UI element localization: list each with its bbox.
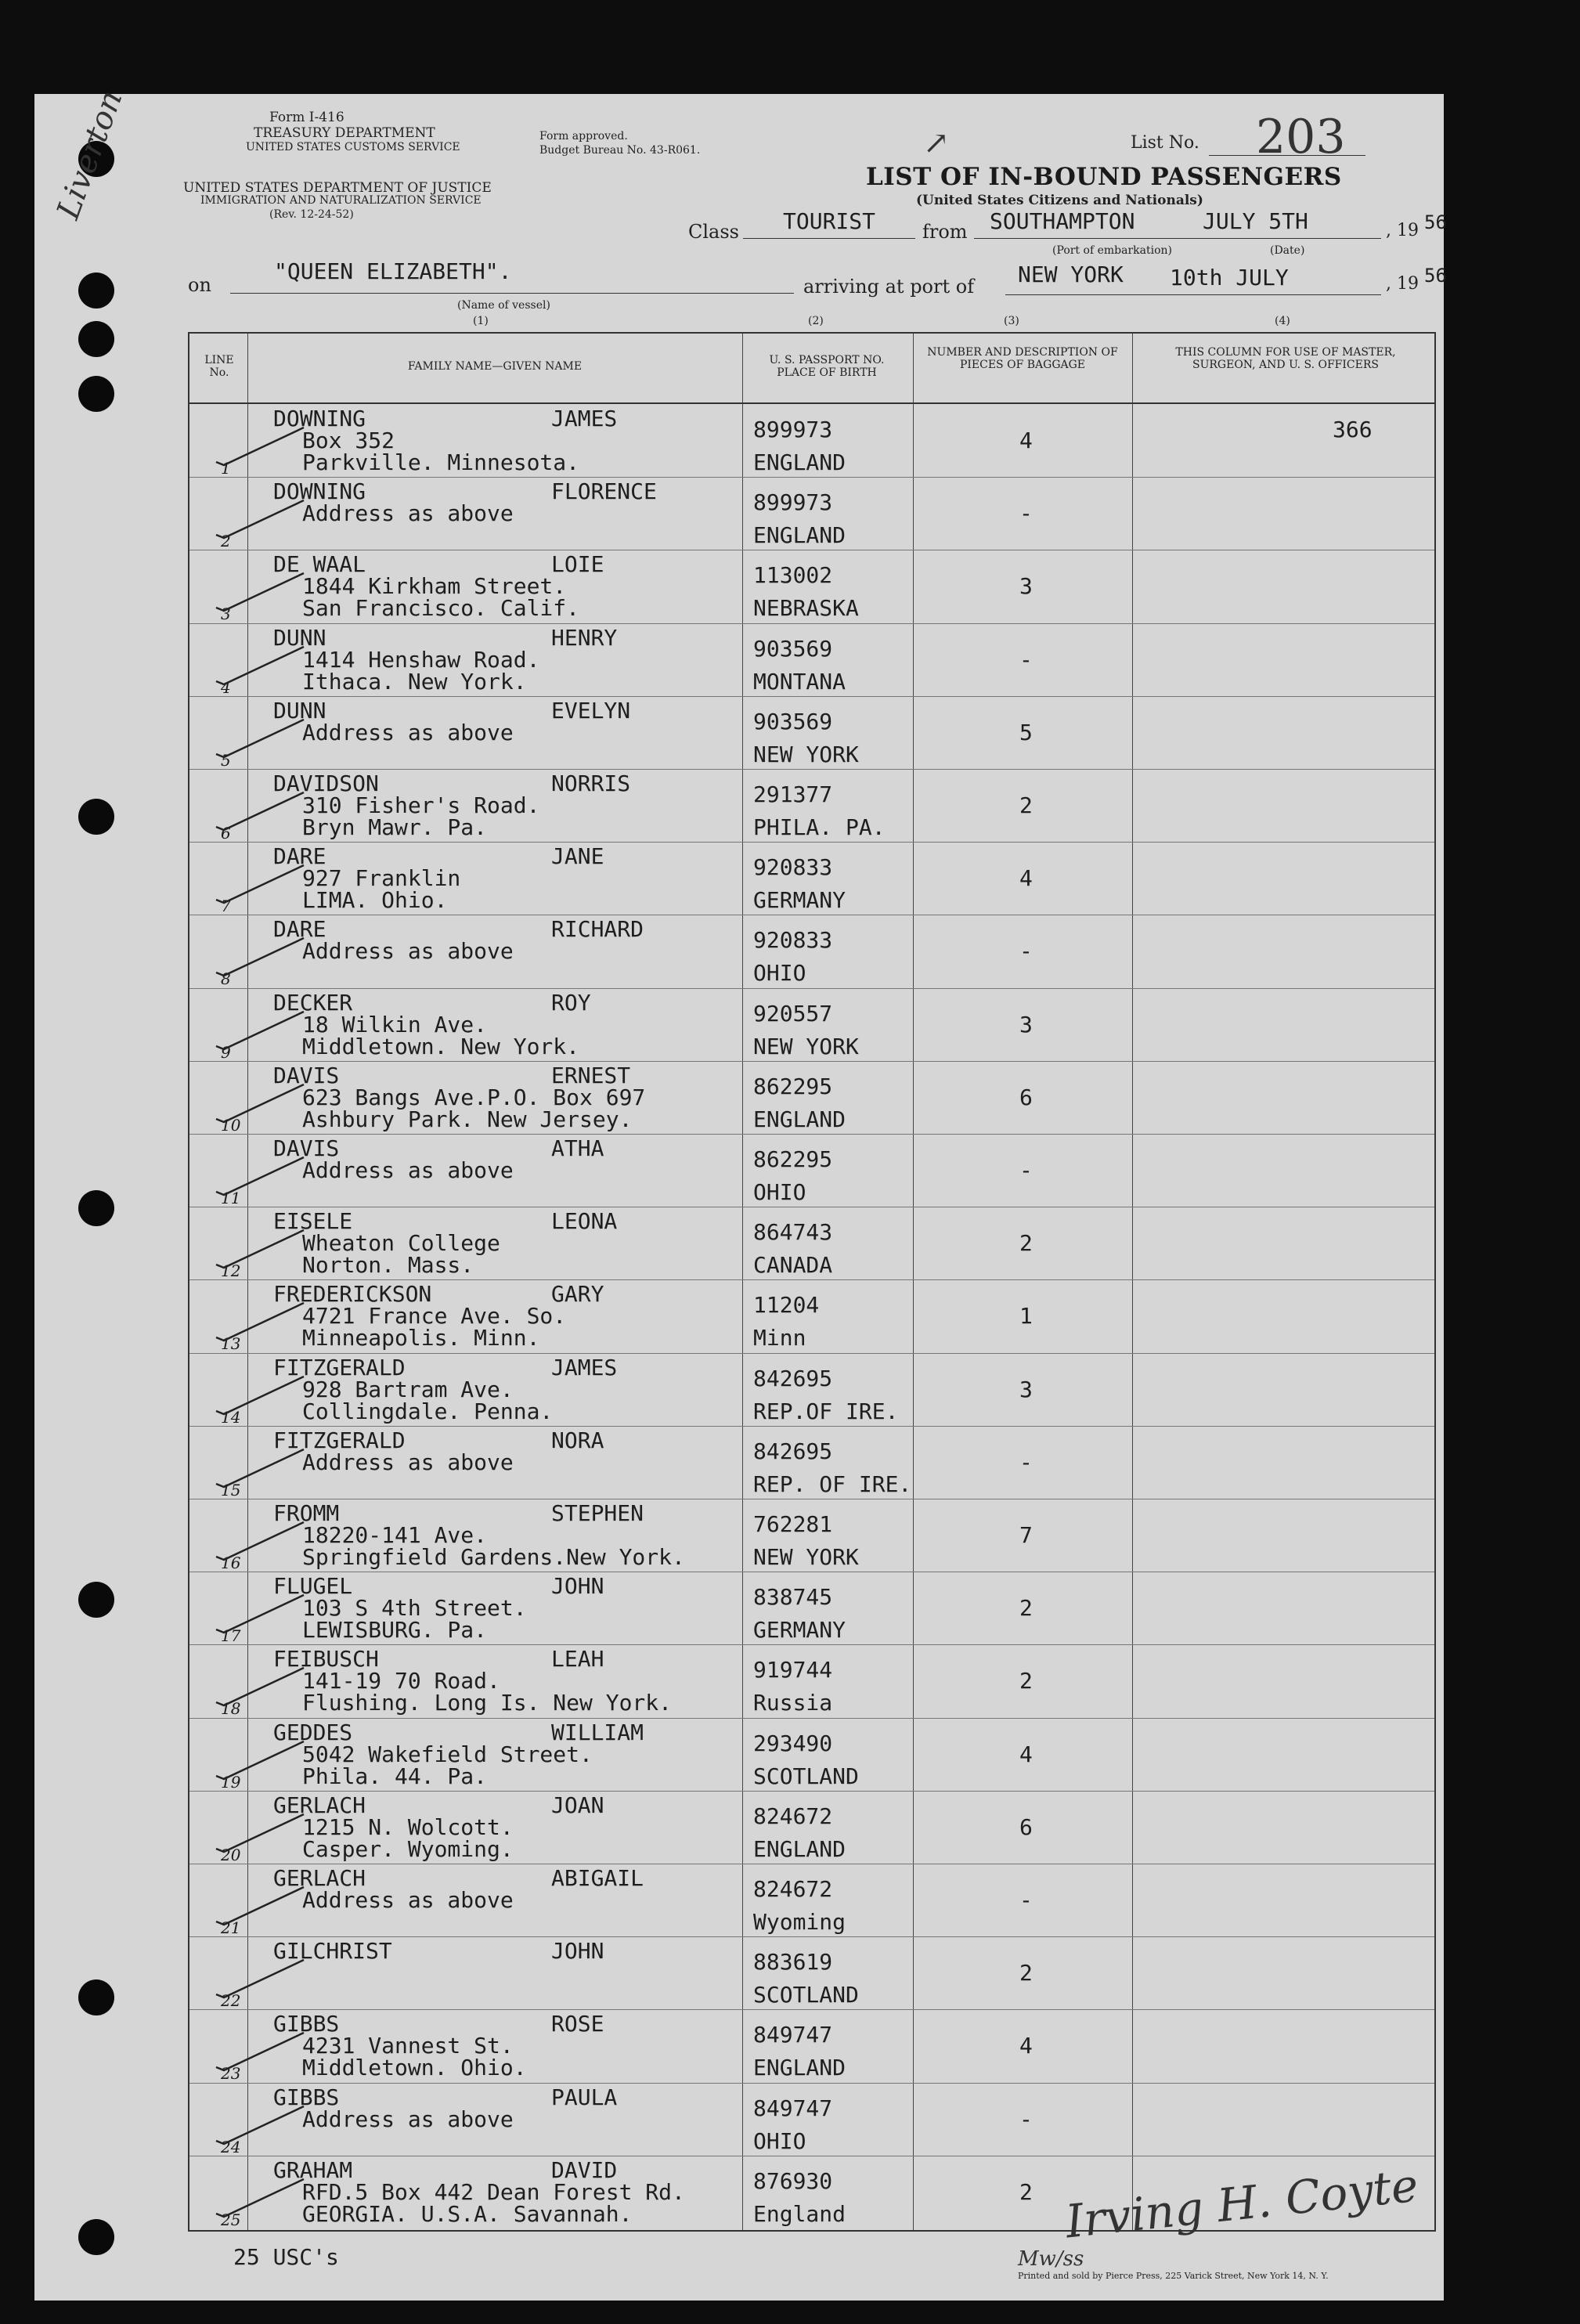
date-label: (Date) bbox=[1270, 244, 1305, 257]
given-name: LEONA bbox=[551, 1208, 618, 1235]
address-line-2: LEWISBURG. Pa. bbox=[302, 1617, 488, 1644]
family-name: DARE bbox=[273, 843, 326, 870]
given-name: LOIE bbox=[551, 551, 604, 578]
baggage-count: 2 bbox=[1019, 792, 1033, 818]
address-line-1: Box 352 bbox=[302, 428, 395, 453]
given-name: JOAN bbox=[551, 1792, 604, 1818]
punch-hole bbox=[78, 1582, 114, 1618]
given-name: DAVID bbox=[551, 2156, 618, 2183]
given-name: FLORENCE bbox=[551, 478, 657, 505]
given-name: NORA bbox=[551, 1427, 604, 1453]
family-name: DAVIS bbox=[273, 1135, 340, 1161]
line-number: 7 bbox=[221, 897, 231, 916]
given-name: ROSE bbox=[551, 2011, 604, 2037]
passport-number: 849747 bbox=[753, 2095, 833, 2121]
address-line-2: Norton. Mass. bbox=[302, 1252, 474, 1279]
punch-hole bbox=[78, 321, 114, 357]
form-subtitle: (United States Citizens and Nationals) bbox=[916, 193, 1203, 208]
address-line-2: Middletown. Ohio. bbox=[302, 2055, 527, 2081]
margin-note: Liverton bbox=[50, 85, 130, 224]
table-row bbox=[189, 2009, 1434, 2082]
table-row bbox=[189, 404, 1434, 477]
check-mark-icon bbox=[213, 568, 307, 612]
place-of-birth: OHIO bbox=[753, 1179, 806, 1205]
table-row bbox=[189, 1791, 1434, 1864]
col-header-passport: U. S. PASSPORT NO. PLACE OF BIRTH bbox=[769, 354, 885, 379]
check-mark-icon bbox=[213, 1298, 307, 1342]
address-line-2: Bryn Mawr. Pa. bbox=[302, 814, 488, 840]
line-number: 16 bbox=[221, 1554, 241, 1572]
given-name: LEAH bbox=[551, 1646, 604, 1673]
passport-number: 920833 bbox=[753, 854, 833, 881]
line-number: 4 bbox=[221, 677, 231, 697]
vessel-label: (Name of vessel) bbox=[457, 299, 550, 312]
check-mark-icon bbox=[213, 861, 307, 904]
place-of-birth: SCOTLAND bbox=[753, 1982, 859, 2008]
check-mark-icon bbox=[213, 1080, 307, 1124]
given-name: NORRIS bbox=[551, 770, 631, 796]
family-name: GERLACH bbox=[273, 1865, 366, 1891]
place-of-birth: Wyoming bbox=[753, 1909, 846, 1935]
address-line-1: 18 Wilkin Ave. bbox=[302, 1011, 488, 1038]
class-label: Class bbox=[688, 221, 739, 243]
table-row bbox=[189, 1499, 1434, 1572]
given-name: HENRY bbox=[551, 624, 618, 651]
table-row bbox=[189, 1426, 1434, 1499]
family-name: GEDDES bbox=[273, 1719, 353, 1745]
place-of-birth: NEBRASKA bbox=[753, 595, 859, 622]
line-number: 14 bbox=[221, 1407, 241, 1427]
punch-hole bbox=[78, 1979, 114, 2015]
punch-hole bbox=[78, 272, 114, 309]
line-number: 22 bbox=[221, 1991, 241, 2011]
family-name: FEIBUSCH bbox=[273, 1646, 379, 1673]
year-prefix: , 19 bbox=[1386, 221, 1419, 240]
official-notation: 366 bbox=[1333, 417, 1373, 442]
passport-number: 903569 bbox=[753, 635, 833, 662]
given-name: ATHA bbox=[551, 1135, 604, 1161]
check-mark-icon bbox=[213, 2102, 307, 2145]
check-mark-icon bbox=[213, 1663, 307, 1707]
address-line-2: Flushing. Long Is. New York. bbox=[302, 1690, 673, 1716]
check-mark-icon bbox=[213, 788, 307, 832]
passport-number: 113002 bbox=[753, 562, 833, 589]
given-name: PAULA bbox=[551, 2084, 618, 2110]
passport-number: 824672 bbox=[753, 1876, 833, 1902]
check-mark-icon bbox=[213, 1372, 307, 1416]
punch-hole bbox=[78, 799, 114, 835]
place-of-birth: SCOTLAND bbox=[753, 1763, 859, 1789]
place-of-birth: CANADA bbox=[753, 1252, 833, 1279]
col-header-officers: THIS COLUMN FOR USE OF MASTER, SURGEON, AND U. S. OFFICERS bbox=[1175, 346, 1396, 371]
passport-number: 838745 bbox=[753, 1584, 833, 1611]
address-line-2: GEORGIA. U.S.A. Savannah. bbox=[302, 2200, 633, 2227]
line-number: 17 bbox=[221, 1626, 241, 1646]
given-name: RICHARD bbox=[551, 916, 644, 943]
place-of-birth: ENGLAND bbox=[753, 2055, 846, 2081]
line-number: 8 bbox=[221, 969, 231, 989]
address-line-2: Parkville. Minnesota. bbox=[302, 449, 580, 475]
departure-date: JULY 5TH bbox=[1203, 208, 1308, 234]
place-of-birth: NEW YORK bbox=[753, 1033, 859, 1059]
baggage-count: 2 bbox=[1019, 1960, 1033, 1987]
check-mark-icon bbox=[213, 1810, 307, 1853]
family-name: DECKER bbox=[273, 989, 353, 1016]
form-title: LIST OF IN-BOUND PASSENGERS bbox=[866, 163, 1342, 191]
passport-number: 11204 bbox=[753, 1292, 820, 1319]
table-row bbox=[189, 1644, 1434, 1717]
line-number: 23 bbox=[221, 2064, 241, 2084]
place-of-birth: NEW YORK bbox=[753, 741, 859, 767]
col-num-4: (4) bbox=[1275, 315, 1290, 327]
passport-number: 919744 bbox=[753, 1657, 833, 1683]
address-line-1: 5042 Wakefield Street. bbox=[302, 1741, 593, 1767]
passport-number: 862295 bbox=[753, 1146, 833, 1172]
passport-number: 824672 bbox=[753, 1803, 833, 1829]
check-mark-icon bbox=[213, 1590, 307, 1634]
family-name: FITZGERALD bbox=[273, 1427, 406, 1453]
address-line-2: San Francisco. Calif. bbox=[302, 595, 580, 622]
initials-mark: Mw/ss bbox=[1018, 2247, 1084, 2271]
baggage-count: 3 bbox=[1019, 573, 1033, 600]
form-number: Form I-416 bbox=[269, 110, 344, 125]
line-number: 20 bbox=[221, 1845, 241, 1864]
family-name: DOWNING bbox=[273, 406, 366, 431]
address-line-1: 1215 N. Wolcott. bbox=[302, 1813, 514, 1840]
given-name: JAMES bbox=[551, 406, 618, 431]
address-line-1: 1844 Kirkham Street. bbox=[302, 573, 567, 600]
table-row bbox=[189, 696, 1434, 769]
address-line-2: Springfield Gardens.New York. bbox=[302, 1544, 685, 1570]
address-line-1: 928 Bartram Ave. bbox=[302, 1376, 514, 1402]
family-name: DAVIS bbox=[273, 1062, 340, 1088]
place-of-birth: OHIO bbox=[753, 960, 806, 987]
table-row bbox=[189, 769, 1434, 842]
baggage-count: 4 bbox=[1019, 1741, 1033, 1767]
table-row bbox=[189, 1718, 1434, 1791]
given-name: ERNEST bbox=[551, 1062, 631, 1088]
given-name: JAMES bbox=[551, 1354, 618, 1380]
table-row bbox=[189, 477, 1434, 550]
table-row bbox=[189, 1353, 1434, 1426]
baggage-count: - bbox=[1019, 2106, 1033, 2132]
baggage-count: - bbox=[1019, 1887, 1033, 1913]
address-line-1: 103 S 4th Street. bbox=[302, 1595, 527, 1622]
baggage-count: 2 bbox=[1019, 1668, 1033, 1694]
family-name: GIBBS bbox=[273, 2084, 340, 2110]
col-num-2: (2) bbox=[808, 315, 824, 327]
baggage-count: 4 bbox=[1019, 2033, 1033, 2059]
address-line-1: 4231 Vannest St. bbox=[302, 2033, 514, 2059]
line-number: 2 bbox=[221, 532, 231, 551]
table-row bbox=[189, 915, 1434, 987]
baggage-count: 1 bbox=[1019, 1303, 1033, 1330]
table-row bbox=[189, 550, 1434, 622]
table-row bbox=[189, 1279, 1434, 1352]
baggage-count: 2 bbox=[1019, 1595, 1033, 1622]
col-header-name: FAMILY NAME—GIVEN NAME bbox=[407, 360, 583, 373]
officer-signature: Irving H. Coyte bbox=[1062, 2158, 1421, 2249]
address-line-1: Address as above bbox=[302, 1887, 514, 1913]
table-row bbox=[189, 1207, 1434, 1279]
address-line-2: LIMA. Ohio. bbox=[302, 887, 448, 914]
baggage-count: 2 bbox=[1019, 1230, 1033, 1257]
arriving-label: arriving at port of bbox=[803, 276, 975, 298]
passport-number: 842695 bbox=[753, 1365, 833, 1391]
baggage-count: 7 bbox=[1019, 1522, 1033, 1548]
place-of-birth: ENGLAND bbox=[753, 522, 846, 549]
address-line-1: 623 Bangs Ave.P.O. Box 697 bbox=[302, 1084, 646, 1110]
address-line-1: Address as above bbox=[302, 1157, 514, 1183]
passport-number: 842695 bbox=[753, 1438, 833, 1464]
check-mark-icon bbox=[213, 1737, 307, 1781]
table-row bbox=[189, 2083, 1434, 2156]
passenger-total: 25 USC's bbox=[233, 2244, 339, 2270]
line-number: 11 bbox=[221, 1189, 241, 1207]
passport-number: 903569 bbox=[753, 708, 833, 734]
family-name: FITZGERALD bbox=[273, 1354, 406, 1380]
vessel-name: "QUEEN ELIZABETH". bbox=[274, 258, 512, 284]
ins-service: IMMIGRATION AND NATURALIZATION SERVICE bbox=[200, 194, 482, 207]
line-number: 5 bbox=[221, 750, 231, 770]
passport-number: 293490 bbox=[753, 1730, 833, 1756]
treasury-dept: TREASURY DEPARTMENT bbox=[254, 125, 435, 141]
family-name: DUNN bbox=[273, 624, 326, 651]
address-line-1: 1414 Henshaw Road. bbox=[302, 646, 540, 673]
place-of-birth: Minn bbox=[753, 1325, 806, 1351]
address-line-1: 310 Fisher's Road. bbox=[302, 792, 540, 818]
arrival-year: 56 bbox=[1424, 265, 1447, 287]
col-num-3: (3) bbox=[1004, 315, 1019, 327]
class-value: TOURIST bbox=[783, 208, 876, 234]
line-number: 24 bbox=[221, 2137, 241, 2156]
place-of-birth: PHILA. PA. bbox=[753, 814, 886, 840]
printer-mark: Printed and sold by Pierce Press, 225 Varick Street, New York 14, N. Y. bbox=[1018, 2271, 1329, 2281]
baggage-count: 6 bbox=[1019, 1813, 1033, 1840]
address-line-1: Address as above bbox=[302, 938, 514, 965]
line-number: 25 bbox=[221, 2210, 241, 2229]
line-number: 9 bbox=[221, 1042, 231, 1062]
place-of-birth: REP. OF IRE. bbox=[753, 1471, 912, 1497]
place-of-birth: MONTANA bbox=[753, 668, 846, 695]
address-line-2: Ashbury Park. New Jersey. bbox=[302, 1106, 633, 1132]
family-name: GILCHRIST bbox=[273, 1938, 392, 1965]
check-mark-icon bbox=[213, 1007, 307, 1051]
passport-number: 899973 bbox=[753, 417, 833, 442]
check-mark-icon bbox=[213, 1517, 307, 1561]
address-line-1: Address as above bbox=[302, 500, 514, 527]
family-name: DOWNING bbox=[273, 478, 366, 505]
on-label: on bbox=[188, 274, 211, 296]
punch-hole bbox=[78, 1190, 114, 1226]
family-name: FROMM bbox=[273, 1500, 340, 1526]
address-line-1: 927 Franklin bbox=[302, 865, 461, 892]
justice-dept: UNITED STATES DEPARTMENT OF JUSTICE bbox=[183, 180, 492, 196]
passport-number: 899973 bbox=[753, 489, 833, 516]
check-mark-icon bbox=[213, 715, 307, 759]
check-mark-icon bbox=[213, 2028, 307, 2072]
list-number: 203 bbox=[1256, 110, 1346, 164]
table-row bbox=[189, 1134, 1434, 1207]
table-row bbox=[189, 1061, 1434, 1134]
family-name: GERLACH bbox=[273, 1792, 366, 1818]
baggage-count: - bbox=[1019, 1157, 1033, 1183]
place-of-birth: ENGLAND bbox=[753, 449, 846, 475]
check-mark-icon bbox=[213, 1445, 307, 1489]
departure-year: 56 bbox=[1424, 211, 1447, 233]
passport-number: 920833 bbox=[753, 927, 833, 954]
passport-number: 862295 bbox=[753, 1073, 833, 1099]
form-approved: Form approved. bbox=[539, 130, 628, 143]
table-row bbox=[189, 623, 1434, 696]
check-mark-icon bbox=[213, 1225, 307, 1269]
line-number: 6 bbox=[221, 824, 231, 843]
place-of-birth: NEW YORK bbox=[753, 1544, 859, 1570]
address-line-2: Middletown. New York. bbox=[302, 1033, 580, 1059]
from-label: from bbox=[922, 221, 968, 243]
given-name: ABIGAIL bbox=[551, 1865, 644, 1891]
punch-hole bbox=[78, 2219, 114, 2255]
address-line-1: RFD.5 Box 442 Dean Forest Rd. bbox=[302, 2178, 685, 2205]
check-mark-icon bbox=[213, 642, 307, 686]
address-line-1: 4721 France Ave. So. bbox=[302, 1303, 567, 1330]
embarkation-port: SOUTHAMPTON bbox=[990, 208, 1135, 234]
passport-number: 849747 bbox=[753, 2022, 833, 2048]
place-of-birth: ENGLAND bbox=[753, 1106, 846, 1132]
passport-number: 883619 bbox=[753, 1949, 833, 1976]
family-name: DE WAAL bbox=[273, 551, 366, 578]
check-mark-icon bbox=[213, 1153, 307, 1196]
place-of-birth: REP.OF IRE. bbox=[753, 1398, 899, 1424]
family-name: FREDERICKSON bbox=[273, 1281, 432, 1308]
baggage-count: 6 bbox=[1019, 1084, 1033, 1110]
passport-number: 864743 bbox=[753, 1219, 833, 1246]
col-header-line: LINE No. bbox=[204, 354, 234, 379]
check-mark-icon bbox=[213, 423, 307, 467]
baggage-count: - bbox=[1019, 1449, 1033, 1475]
arrival-date: 10th JULY bbox=[1170, 265, 1289, 290]
customs-service: UNITED STATES CUSTOMS SERVICE bbox=[246, 141, 460, 153]
line-number: 18 bbox=[221, 1699, 241, 1719]
line-number: 19 bbox=[221, 1772, 241, 1792]
table-row bbox=[189, 842, 1434, 915]
arrow-mark: ↗ bbox=[923, 125, 950, 161]
given-name: JOHN bbox=[551, 1573, 604, 1600]
check-mark-icon bbox=[213, 2174, 307, 2218]
address-line-1: 141-19 70 Road. bbox=[302, 1668, 500, 1694]
punch-hole bbox=[78, 376, 114, 412]
address-line-1: Address as above bbox=[302, 2106, 514, 2132]
address-line-1: Wheaton College bbox=[302, 1230, 500, 1257]
place-of-birth: OHIO bbox=[753, 2127, 806, 2154]
given-name: EVELYN bbox=[551, 697, 631, 724]
address-line-2: Casper. Wyoming. bbox=[302, 1835, 514, 1862]
baggage-count: 3 bbox=[1019, 1011, 1033, 1038]
place-of-birth: ENGLAND bbox=[753, 1835, 846, 1862]
family-name: GRAHAM bbox=[273, 2156, 353, 2183]
table-row bbox=[189, 988, 1434, 1061]
table-row bbox=[189, 1572, 1434, 1644]
family-name: GIBBS bbox=[273, 2011, 340, 2037]
check-mark-icon bbox=[213, 496, 307, 540]
family-name: DAVIDSON bbox=[273, 770, 379, 796]
arrival-port: NEW YORK bbox=[1018, 262, 1124, 287]
form-revision: (Rev. 12-24-52) bbox=[269, 208, 354, 221]
place-of-birth: Russia bbox=[753, 1690, 833, 1716]
family-name: DARE bbox=[273, 916, 326, 943]
line-number: 1 bbox=[221, 459, 231, 478]
col-num-1: (1) bbox=[473, 315, 489, 327]
address-line-1: 18220-141 Ave. bbox=[302, 1522, 488, 1548]
place-of-birth: England bbox=[753, 2200, 846, 2227]
list-no-label: List No. bbox=[1131, 133, 1199, 153]
line-number: 3 bbox=[221, 604, 231, 624]
family-name: DUNN bbox=[273, 697, 326, 724]
line-number: 13 bbox=[221, 1334, 241, 1354]
col-header-baggage: NUMBER AND DESCRIPTION OF PIECES OF BAGGAGE bbox=[927, 346, 1118, 371]
baggage-count: 5 bbox=[1019, 719, 1033, 745]
baggage-count: - bbox=[1019, 500, 1033, 527]
baggage-count: 3 bbox=[1019, 1376, 1033, 1402]
place-of-birth: GERMANY bbox=[753, 1617, 846, 1644]
address-line-1: Address as above bbox=[302, 1449, 514, 1475]
passport-number: 291377 bbox=[753, 781, 833, 807]
embarkation-label: (Port of embarkation) bbox=[1052, 244, 1172, 257]
line-number: 15 bbox=[221, 1480, 241, 1499]
given-name: JOHN bbox=[551, 1938, 604, 1965]
baggage-count: 2 bbox=[1019, 2178, 1033, 2205]
check-mark-icon bbox=[213, 1882, 307, 1926]
baggage-count: 4 bbox=[1019, 865, 1033, 892]
passport-number: 762281 bbox=[753, 1511, 833, 1537]
budget-bureau: Budget Bureau No. 43-R061. bbox=[539, 144, 701, 157]
line-number: 10 bbox=[221, 1115, 241, 1135]
given-name: WILLIAM bbox=[551, 1719, 644, 1745]
table-row bbox=[189, 1864, 1434, 1936]
given-name: ROY bbox=[551, 989, 591, 1016]
passport-number: 876930 bbox=[753, 2167, 833, 2194]
given-name: STEPHEN bbox=[551, 1500, 644, 1526]
table-row bbox=[189, 1936, 1434, 2009]
place-of-birth: GERMANY bbox=[753, 887, 846, 914]
passport-number: 920557 bbox=[753, 1000, 833, 1027]
line-number: 12 bbox=[221, 1261, 241, 1281]
baggage-count: 4 bbox=[1019, 428, 1033, 453]
address-line-1: Address as above bbox=[302, 719, 514, 745]
baggage-count: - bbox=[1019, 646, 1033, 673]
given-name: GARY bbox=[551, 1281, 604, 1308]
arrival-year-prefix: , 19 bbox=[1386, 274, 1419, 294]
check-mark-icon bbox=[213, 1955, 307, 1999]
address-line-2: Ithaca. New York. bbox=[302, 668, 527, 695]
baggage-count: - bbox=[1019, 938, 1033, 965]
address-line-2: Phila. 44. Pa. bbox=[302, 1763, 488, 1789]
check-mark-icon bbox=[213, 933, 307, 977]
family-name: EISELE bbox=[273, 1208, 353, 1235]
address-line-2: Collingdale. Penna. bbox=[302, 1398, 554, 1424]
given-name: JANE bbox=[551, 843, 604, 870]
line-number: 21 bbox=[221, 1918, 241, 1937]
family-name: FLUGEL bbox=[273, 1573, 353, 1600]
address-line-2: Minneapolis. Minn. bbox=[302, 1325, 540, 1351]
